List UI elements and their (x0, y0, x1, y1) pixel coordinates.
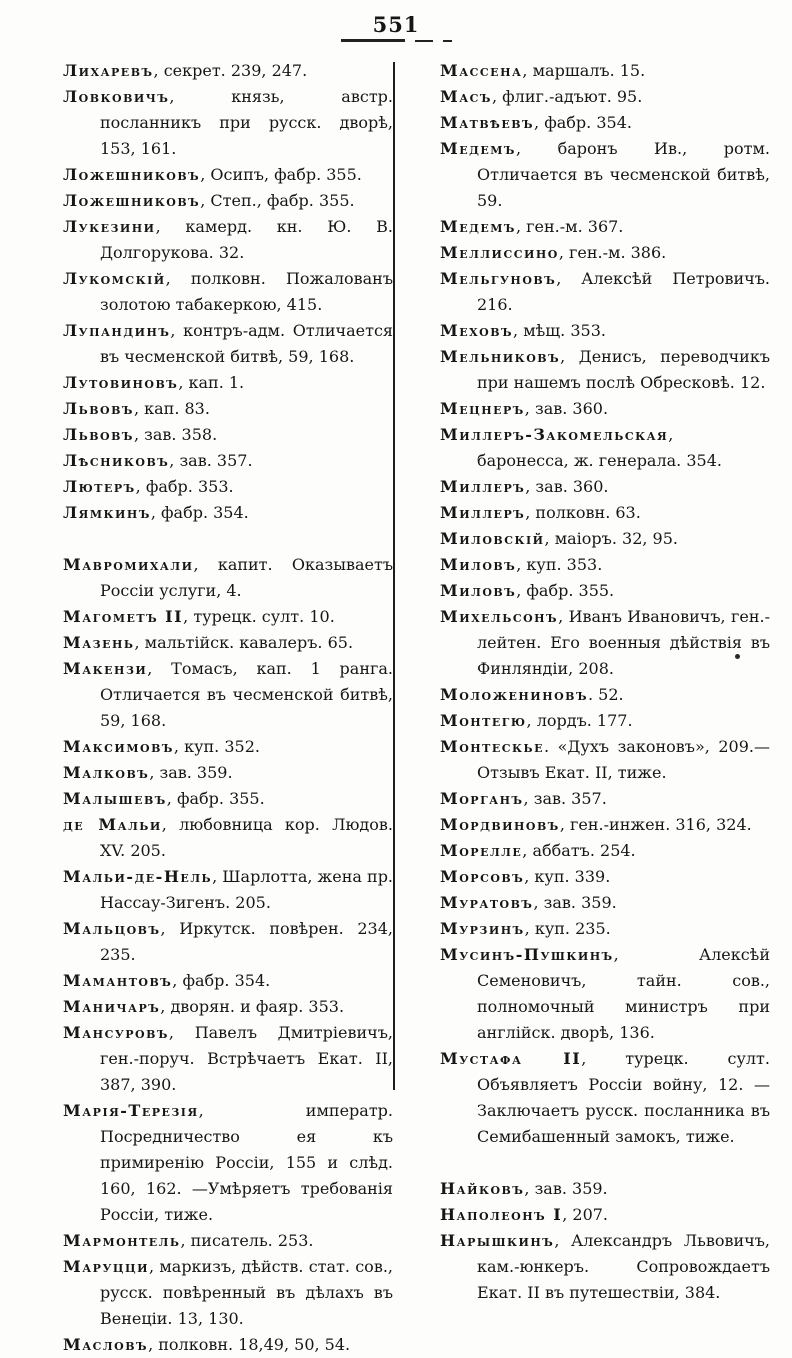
index-entry (440, 942, 770, 1046)
entry-name: Лукомскій (63, 269, 166, 288)
entry-text: , Осипъ, фабр. 355. (200, 165, 362, 184)
entry-name: Маруцци (63, 1257, 150, 1276)
entry-text: , фабр. 355. (516, 581, 615, 600)
entry-name: Малышевъ (63, 789, 167, 808)
entry-name: Мармонтель (63, 1231, 181, 1250)
index-entry (440, 604, 770, 682)
index-entry (440, 396, 770, 422)
entry-name: Миловскій (440, 529, 545, 548)
entry-text: , императр. Посредничество ея къ примиренію Россіи, 155 и слѣд. 160, 162. —Умѣряетъ требованія Россіи, тиже. (100, 1101, 393, 1224)
index-entry (63, 370, 393, 396)
entry-name: Наполеонъ I (440, 1205, 563, 1224)
index-column-right (440, 58, 770, 1358)
entry-text: , полковн. Пожалованъ золотою табакеркою, 415. (100, 269, 393, 314)
index-entry (440, 552, 770, 578)
entry-text: , зав. 360. (524, 399, 609, 418)
index-entry (440, 734, 770, 786)
index-entry (63, 1254, 393, 1332)
entry-name: Масловъ (63, 1335, 149, 1354)
entry-text: , флиг.-адъют. 95. (491, 87, 643, 106)
entry-name: Миловъ (440, 581, 517, 600)
entry-text: , Павелъ Дмитріевичъ, ген.-поруч. Встрѣчаетъ Екат. II, 387, 390. (100, 1023, 393, 1094)
index-entry (440, 708, 770, 734)
entry-text: , зав. 359. (524, 1179, 608, 1198)
rule-segment (415, 40, 433, 42)
entry-name: Медемъ (440, 139, 516, 158)
entry-name: Мордвиновъ (440, 815, 560, 834)
entry-text: , контръ-адм. Отличается въ чесменской битвѣ, 59, 168. (100, 321, 393, 366)
entry-text: , дворян. и фаяр. 353. (160, 997, 345, 1016)
entry-text: , куп. 352. (173, 737, 260, 756)
entry-text: , баронъ Ив., ротм. Отличается въ чесменской битвѣ, 59. (477, 139, 770, 210)
index-entry (440, 58, 770, 84)
entry-text: , князь, австр. посланникъ при русск. дворѣ, 153, 161. (100, 87, 393, 158)
entry-text: , фабр. 354. (534, 113, 632, 132)
entry-name: Морелле (440, 841, 523, 860)
index-entry (63, 214, 393, 266)
index-entry (440, 214, 770, 240)
index-entry (63, 188, 393, 214)
index-entry (63, 396, 393, 422)
entry-name: Ложешниковъ (63, 165, 201, 184)
index-entry (440, 812, 770, 838)
entry-name: Миловъ (440, 555, 517, 574)
entry-name: Мецнеръ (440, 399, 525, 418)
entry-name: Мусинъ-Пушкинъ (440, 945, 614, 964)
entry-text: , камерд. кн. Ю. В. Долгорукова. 32. (100, 217, 393, 262)
entry-name: Ложешниковъ (63, 191, 201, 210)
index-entry (440, 422, 770, 474)
entry-text: , куп. 339. (524, 867, 611, 886)
entry-text: , ген.-инжен. 316, 324. (559, 815, 752, 834)
entry-text: , Томасъ, кап. 1 ранга. Отличается въ чесменской битвѣ, 59, 168. (100, 659, 393, 730)
entry-name: Макензи (63, 659, 148, 678)
ink-speck (735, 654, 740, 659)
index-entry (63, 1020, 393, 1098)
entry-text: , секрет. 239, 247. (153, 61, 308, 80)
index-entry (440, 526, 770, 552)
entry-text: , зав. 360. (525, 477, 609, 496)
index-entry (440, 84, 770, 110)
index-column-left (63, 58, 393, 1358)
index-entry (63, 448, 393, 474)
entry-text: , баронесса, ж. генерала. 354. (477, 425, 722, 470)
index-entry (63, 760, 393, 786)
entry-name: Мельниковъ (440, 347, 561, 366)
index-entry (440, 1228, 770, 1306)
entry-text: , турецк. султ. Объявляетъ Россіи войну, 12. —Заключаетъ русск. посланника въ Семибашенный замокъ, тиже. (477, 1049, 770, 1146)
index-entry (63, 630, 393, 656)
entry-name: Масъ (440, 87, 492, 106)
entry-text: , мѣщ. 353. (513, 321, 606, 340)
index-entry (440, 864, 770, 890)
entry-name: Марія-Терезія (63, 1101, 199, 1120)
index-entry (440, 318, 770, 344)
entry-name: Мурзинъ (440, 919, 525, 938)
entry-name: Ловковичъ (63, 87, 170, 106)
header-rule (0, 39, 792, 42)
entry-name: Монтескье (440, 737, 544, 756)
page-number: 551 (372, 12, 420, 37)
index-entry (63, 786, 393, 812)
index-entry (63, 84, 393, 162)
index-entry (63, 1098, 393, 1228)
entry-text: , маркизъ, дѣйств. стат. сов., русск. повѣренный въ дѣлахъ въ Венеціи. 13, 130. (100, 1257, 393, 1328)
entry-text: , мальтійск. кавалеръ. 65. (134, 633, 354, 652)
entry-text: , Степ., фабр. 355. (200, 191, 355, 210)
entry-name: Мазень (63, 633, 135, 652)
entry-name: Медемъ (440, 217, 516, 236)
entry-text: , полковн. 63. (525, 503, 641, 522)
entry-name: Максимовъ (63, 737, 174, 756)
entry-text: , кап. 1. (178, 373, 245, 392)
entry-text: , зав. 358. (133, 425, 218, 444)
entry-name: Лѣсниковъ (63, 451, 170, 470)
entry-text: , полковн. 18,49, 50, 54. (148, 1335, 351, 1354)
entry-name: Моложениновъ (440, 685, 588, 704)
entry-name: Лихаревъ (63, 61, 154, 80)
index-entry (63, 1332, 393, 1358)
index-entry (440, 1176, 770, 1202)
entry-text: , аббатъ. 254. (522, 841, 636, 860)
entry-text: , фабр. 355. (166, 789, 265, 808)
entry-name: Мальи-де-Нель (63, 867, 213, 886)
index-entry (440, 578, 770, 604)
index-entry (63, 994, 393, 1020)
index-entry (440, 500, 770, 526)
entry-text: , Алексѣй Семеновичъ, тайн. сов., полномочный министръ при англійск. дворѣ, 136. (477, 945, 770, 1042)
entry-name: Нарышкинъ (440, 1231, 555, 1250)
entry-name: Михельсонъ (440, 607, 559, 626)
entry-name: де Мальи (63, 815, 162, 834)
entry-text: , фабр. 354. (172, 971, 271, 990)
entry-name: Меховъ (440, 321, 514, 340)
index-entry (63, 604, 393, 630)
entry-text: , фабр. 354. (150, 503, 249, 522)
entry-text: , куп. 235. (524, 919, 611, 938)
index-entry (440, 240, 770, 266)
index-entry (63, 1228, 393, 1254)
index-entry (440, 1046, 770, 1150)
entry-name: Лютеръ (63, 477, 136, 496)
index-entry (63, 266, 393, 318)
entry-name: Львовъ (63, 399, 134, 418)
entry-name: Миллеръ-Закомельская (440, 425, 669, 444)
entry-text: , капит. Оказываетъ Россіи услуги, 4. (100, 555, 393, 600)
entry-text: , Иркутск. повѣрен. 234, 235. (100, 919, 393, 964)
entry-text: , зав. 359. (533, 893, 617, 912)
entry-text: , любовница кор. Людов. XV. 205. (100, 815, 393, 860)
index-entry (63, 864, 393, 916)
index-entry (440, 916, 770, 942)
entry-text: , зав. 357. (523, 789, 607, 808)
entry-name: Лутовиновъ (63, 373, 179, 392)
entry-text: , лордъ. 177. (526, 711, 633, 730)
entry-name: Малковъ (63, 763, 150, 782)
entry-text: , ген.-м. 367. (515, 217, 624, 236)
rule-segment (443, 40, 452, 42)
entry-text: , кап. 83. (133, 399, 210, 418)
entry-name: Морганъ (440, 789, 524, 808)
entry-name: Маничаръ (63, 997, 161, 1016)
entry-text: , зав. 357. (169, 451, 253, 470)
index-entry (440, 110, 770, 136)
index-entry (440, 474, 770, 500)
index-entry (63, 162, 393, 188)
entry-text: , Александръ Львовичъ, кам.-юнкеръ. Сопровождаетъ Екат. II въ путешествіи, 384. (477, 1231, 770, 1302)
rule-segment (341, 39, 405, 42)
entry-name: Морсовъ (440, 867, 525, 886)
index-entry (440, 786, 770, 812)
page-header (0, 12, 792, 42)
entry-text: , фабр. 353. (135, 477, 234, 496)
entry-text: , Иванъ Ивановичъ, ген.-лейтен. Его военныя дѣйствія въ Финляндіи, 208. (477, 607, 770, 678)
index-entry (63, 500, 393, 526)
entry-name: Найковъ (440, 1179, 525, 1198)
entry-name: Магометъ II (63, 607, 184, 626)
entry-text: , турецк. султ. 10. (183, 607, 335, 626)
entry-name: Монтегю (440, 711, 527, 730)
index-entry (63, 734, 393, 760)
entry-name: Мустафа II (440, 1049, 582, 1068)
entry-text: , зав. 359. (149, 763, 233, 782)
entry-name: Лямкинъ (63, 503, 151, 522)
index-columns (63, 58, 770, 1358)
entry-name: Львовъ (63, 425, 134, 444)
entry-name: Лукезини (63, 217, 156, 236)
entry-name: Муратовъ (440, 893, 534, 912)
index-entry (63, 474, 393, 500)
index-entry (63, 318, 393, 370)
index-entry (440, 890, 770, 916)
entry-name: Лупандинъ (63, 321, 171, 340)
entry-name: Мансуровъ (63, 1023, 169, 1042)
entry-name: Мавромихали (63, 555, 194, 574)
index-entry (440, 344, 770, 396)
entry-text: . «Духъ законовъ», 209.— Отзывъ Екат. II, тиже. (477, 737, 770, 782)
entry-name: Массена (440, 61, 523, 80)
index-entry (440, 682, 770, 708)
index-entry (440, 1202, 770, 1228)
index-entry (440, 838, 770, 864)
entry-name: Мельгуновъ (440, 269, 557, 288)
entry-text: , Денисъ, переводчикъ при нашемъ послѣ Обресковѣ. 12. (477, 347, 770, 392)
entry-name: Миллеръ (440, 503, 526, 522)
entry-text: , Алексѣй Петровичъ. 216. (477, 269, 770, 314)
index-entry (63, 422, 393, 448)
entry-name: Матвѣевъ (440, 113, 535, 132)
index-entry (63, 916, 393, 968)
index-entry (63, 968, 393, 994)
entry-text: , маіоръ. 32, 95. (544, 529, 678, 548)
entry-text: , ген.-м. 386. (558, 243, 667, 262)
entry-text: , 207. (562, 1205, 609, 1224)
index-entry (63, 58, 393, 84)
entry-text: . 52. (588, 685, 624, 704)
entry-name: Мальцовъ (63, 919, 161, 938)
index-entry (63, 656, 393, 734)
entry-text: , Шарлотта, жена пр. Нассау-Зигенъ. 205. (100, 867, 394, 912)
index-entry (440, 136, 770, 214)
index-entry (63, 812, 393, 864)
index-entry (63, 552, 393, 604)
entry-name: Мамантовъ (63, 971, 173, 990)
entry-text: , маршалъ. 15. (522, 61, 646, 80)
entry-text: , писатель. 253. (180, 1231, 314, 1250)
entry-name: Миллеръ (440, 477, 526, 496)
entry-name: Меллиссино (440, 243, 559, 262)
index-entry (440, 266, 770, 318)
entry-text: , куп. 353. (516, 555, 603, 574)
